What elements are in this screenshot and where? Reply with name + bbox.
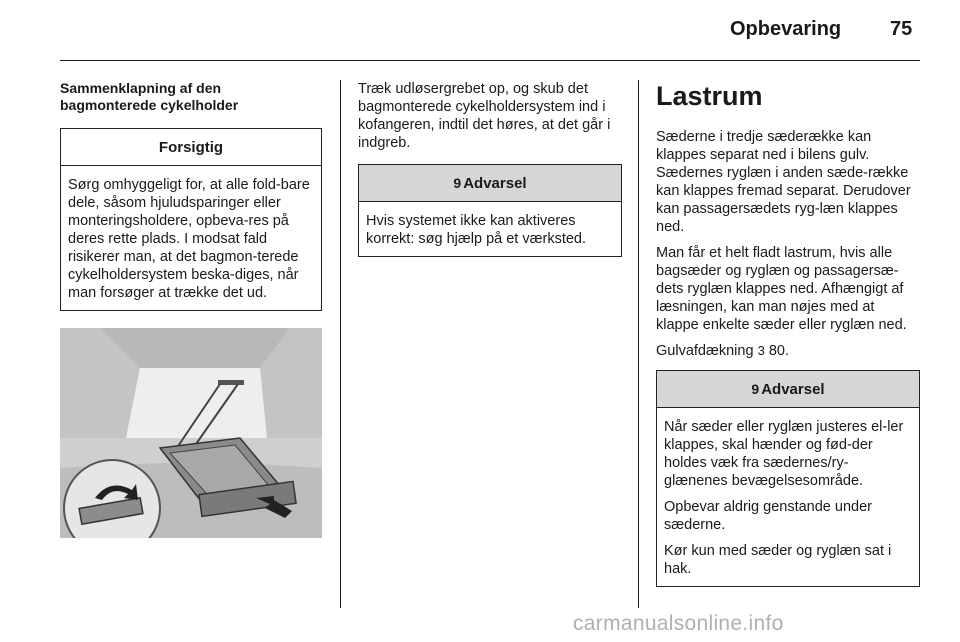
page-number: 75	[890, 18, 913, 40]
cross-reference-text[interactable]: Gulvafdækning	[656, 343, 754, 359]
section-heading: Lastrum	[656, 81, 763, 111]
caution-title: Forsigtig	[61, 129, 321, 166]
warning-title: 9 Advarsel	[359, 165, 621, 202]
warning-text-3: Kør kun med sæder og ryglæn sat i hak.	[664, 543, 892, 577]
warning-box	[358, 164, 622, 257]
caution-box	[60, 128, 322, 311]
warning-text-2: Opbevar aldrig genstande under sæderne.	[664, 499, 872, 533]
watermark: carmanualsonline.info	[573, 612, 784, 635]
warning-body-2	[657, 408, 919, 586]
section-subheading: Sammenklapning af den bagmonterede cykelholder	[60, 80, 239, 113]
warning-box-2	[656, 370, 920, 587]
reference-arrow-icon: 3	[757, 343, 765, 358]
bike-carrier-illustration	[60, 328, 322, 538]
header-divider	[60, 60, 920, 61]
instruction-paragraph: Træk udløsergrebet op, og skub det bagmonterede cykelholdersystem ind i kofangeren, indtil det høres, at det går i indgreb.	[358, 81, 611, 151]
cross-reference-page[interactable]: 80.	[768, 343, 789, 359]
paragraph-2: Man får et helt fladt lastrum, hvis alle bagsæder og ryglæn og passagersæ-dets ryglæn klappes ned. Afhængigt af læsningen, kan man nøjes med at klappe enkelte sæder eller ryglæn ned.	[656, 245, 907, 333]
column-3	[656, 80, 920, 587]
cross-reference	[656, 342, 920, 360]
column-divider-1	[340, 80, 341, 608]
warning-icon-2: 9	[751, 381, 760, 397]
warning-title-2: 9 Advarsel	[657, 371, 919, 408]
caution-text: Sørg omhyggeligt for, at alle fold-bare dele, såsom hjuludsparinger eller monteringsholdere, opbeva-res på deres rette plads. I modsat fald risikerer man, at det bagmon-terede cykelholdersystem beska-diges, når man forsøger at trække det ud.	[68, 177, 310, 301]
column-divider-2	[638, 80, 639, 608]
column-1	[60, 80, 322, 311]
page-title: Opbevaring	[730, 18, 842, 40]
warning-body	[359, 202, 621, 256]
caution-body	[61, 166, 321, 310]
warning-icon: 9	[453, 175, 462, 191]
paragraph-1: Sæderne i tredje sæderække kan klappes separat ned i bilens gulv. Sædernes ryglæn i anden sæde-række kan klappes fremad separat. Derudover kan passagersædets ryg-læn klappes ned.	[656, 129, 911, 235]
warning-text-1: Når sæder eller ryglæn justeres el-ler klappes, skal hænder og fød-der holdes væk fra sædernes/ry-glænenes bevægelsesområde.	[664, 419, 904, 489]
warning-text: Hvis systemet ikke kan aktiveres korrekt: søg hjælp på et værksted.	[366, 213, 586, 247]
column-2	[358, 80, 622, 257]
